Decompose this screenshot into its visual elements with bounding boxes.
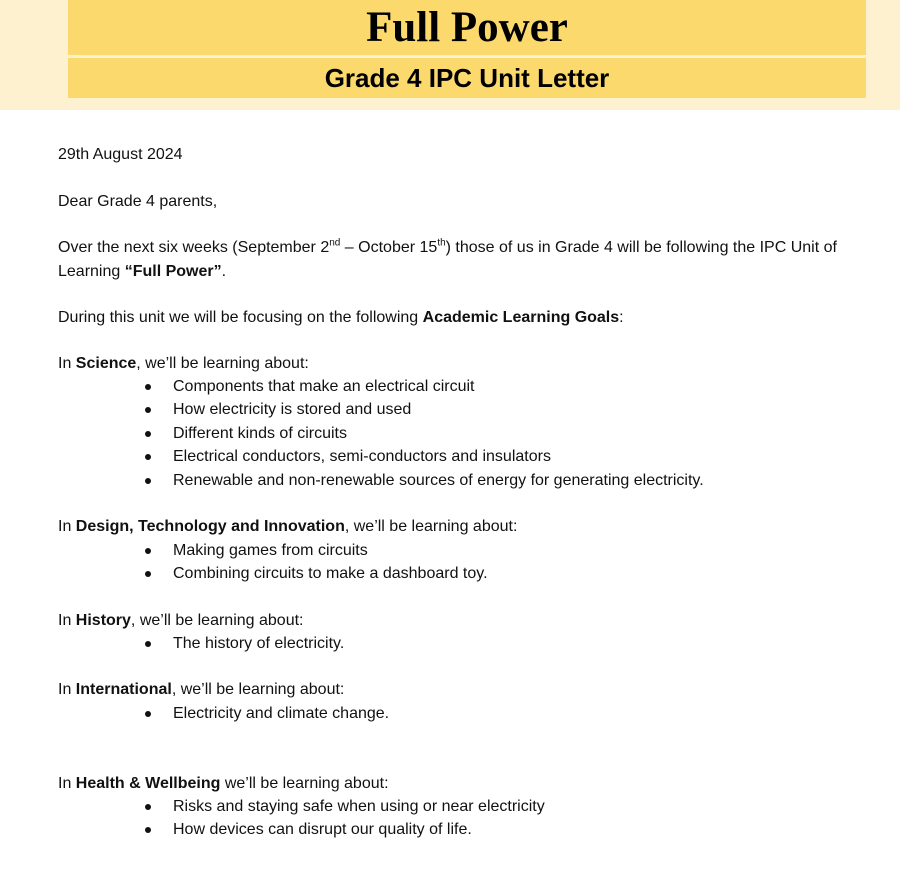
subject-prefix: In bbox=[58, 681, 76, 698]
intro-sup-2: th bbox=[437, 237, 446, 249]
list-item: Making games from circuits bbox=[143, 539, 488, 562]
list-item: The history of electricity. bbox=[143, 632, 344, 655]
list-item: Electrical conductors, semi-conductors and insulators bbox=[143, 445, 704, 468]
subject-name: International bbox=[75, 681, 172, 698]
unit-name: “Full Power” bbox=[124, 262, 222, 280]
subject-prefix: In bbox=[58, 518, 76, 535]
subject-heading-international bbox=[58, 678, 344, 702]
letter-greeting: Dear Grade 4 parents, bbox=[58, 193, 218, 210]
subject-suffix: , we’ll be learning about: bbox=[130, 612, 304, 629]
goals-intro bbox=[58, 306, 624, 330]
subject-heading-health-wellbeing bbox=[58, 772, 389, 796]
subject-heading-science bbox=[58, 352, 309, 376]
document-title: Full Power bbox=[366, 4, 568, 51]
list-item: How devices can disrupt our quality of life. bbox=[143, 818, 545, 841]
subject-name: Health & Wellbeing bbox=[75, 775, 221, 792]
subject-suffix: , we’ll be learning about: bbox=[344, 518, 518, 535]
subject-suffix: , we’ll be learning about: bbox=[171, 681, 345, 698]
design-list bbox=[143, 539, 488, 586]
list-item: Components that make an electrical circuit bbox=[143, 375, 704, 398]
health-list bbox=[143, 795, 545, 842]
subject-heading-history bbox=[58, 609, 303, 633]
subject-prefix: In bbox=[58, 612, 76, 629]
intro-text-2: – October 15 bbox=[340, 239, 438, 256]
subject-name: Design, Technology and Innovation bbox=[75, 518, 345, 535]
subject-heading-design-technology bbox=[58, 515, 517, 539]
subject-prefix: In bbox=[58, 355, 76, 372]
document-subtitle: Grade 4 IPC Unit Letter bbox=[324, 62, 610, 93]
international-list bbox=[143, 702, 389, 725]
subject-name: Science bbox=[75, 355, 137, 372]
list-item: Renewable and non-renewable sources of energy for generating electricity. bbox=[143, 469, 704, 492]
intro-sup-1: nd bbox=[329, 237, 341, 249]
intro-paragraph bbox=[58, 236, 888, 283]
subject-suffix: we’ll be learning about: bbox=[220, 775, 389, 792]
list-item: Risks and staying safe when using or near electricity bbox=[143, 795, 545, 818]
subject-prefix: In bbox=[58, 775, 76, 792]
header-band bbox=[0, 0, 900, 110]
list-item: Different kinds of circuits bbox=[143, 422, 704, 445]
list-item: How electricity is stored and used bbox=[143, 398, 704, 421]
list-item: Combining circuits to make a dashboard toy. bbox=[143, 562, 488, 585]
list-item: Electricity and climate change. bbox=[143, 702, 389, 725]
intro-text-3: ) those of us in Grade 4 will be following the IPC Unit of Learning bbox=[58, 239, 837, 280]
history-list bbox=[143, 632, 344, 655]
letter-date: 29th August 2024 bbox=[58, 146, 183, 163]
science-list bbox=[143, 375, 704, 492]
goals-intro-text: During this unit we will be focusing on the following bbox=[58, 309, 423, 326]
subject-name: History bbox=[75, 612, 131, 629]
intro-text-1: Over the next six weeks (September 2 bbox=[58, 239, 330, 256]
goals-intro-end: : bbox=[619, 309, 624, 326]
subject-suffix: , we’ll be learning about: bbox=[136, 355, 309, 372]
title-box bbox=[68, 0, 866, 55]
goals-intro-bold: Academic Learning Goals bbox=[422, 309, 620, 326]
intro-text-4: . bbox=[221, 262, 227, 280]
subtitle-box bbox=[68, 58, 866, 98]
